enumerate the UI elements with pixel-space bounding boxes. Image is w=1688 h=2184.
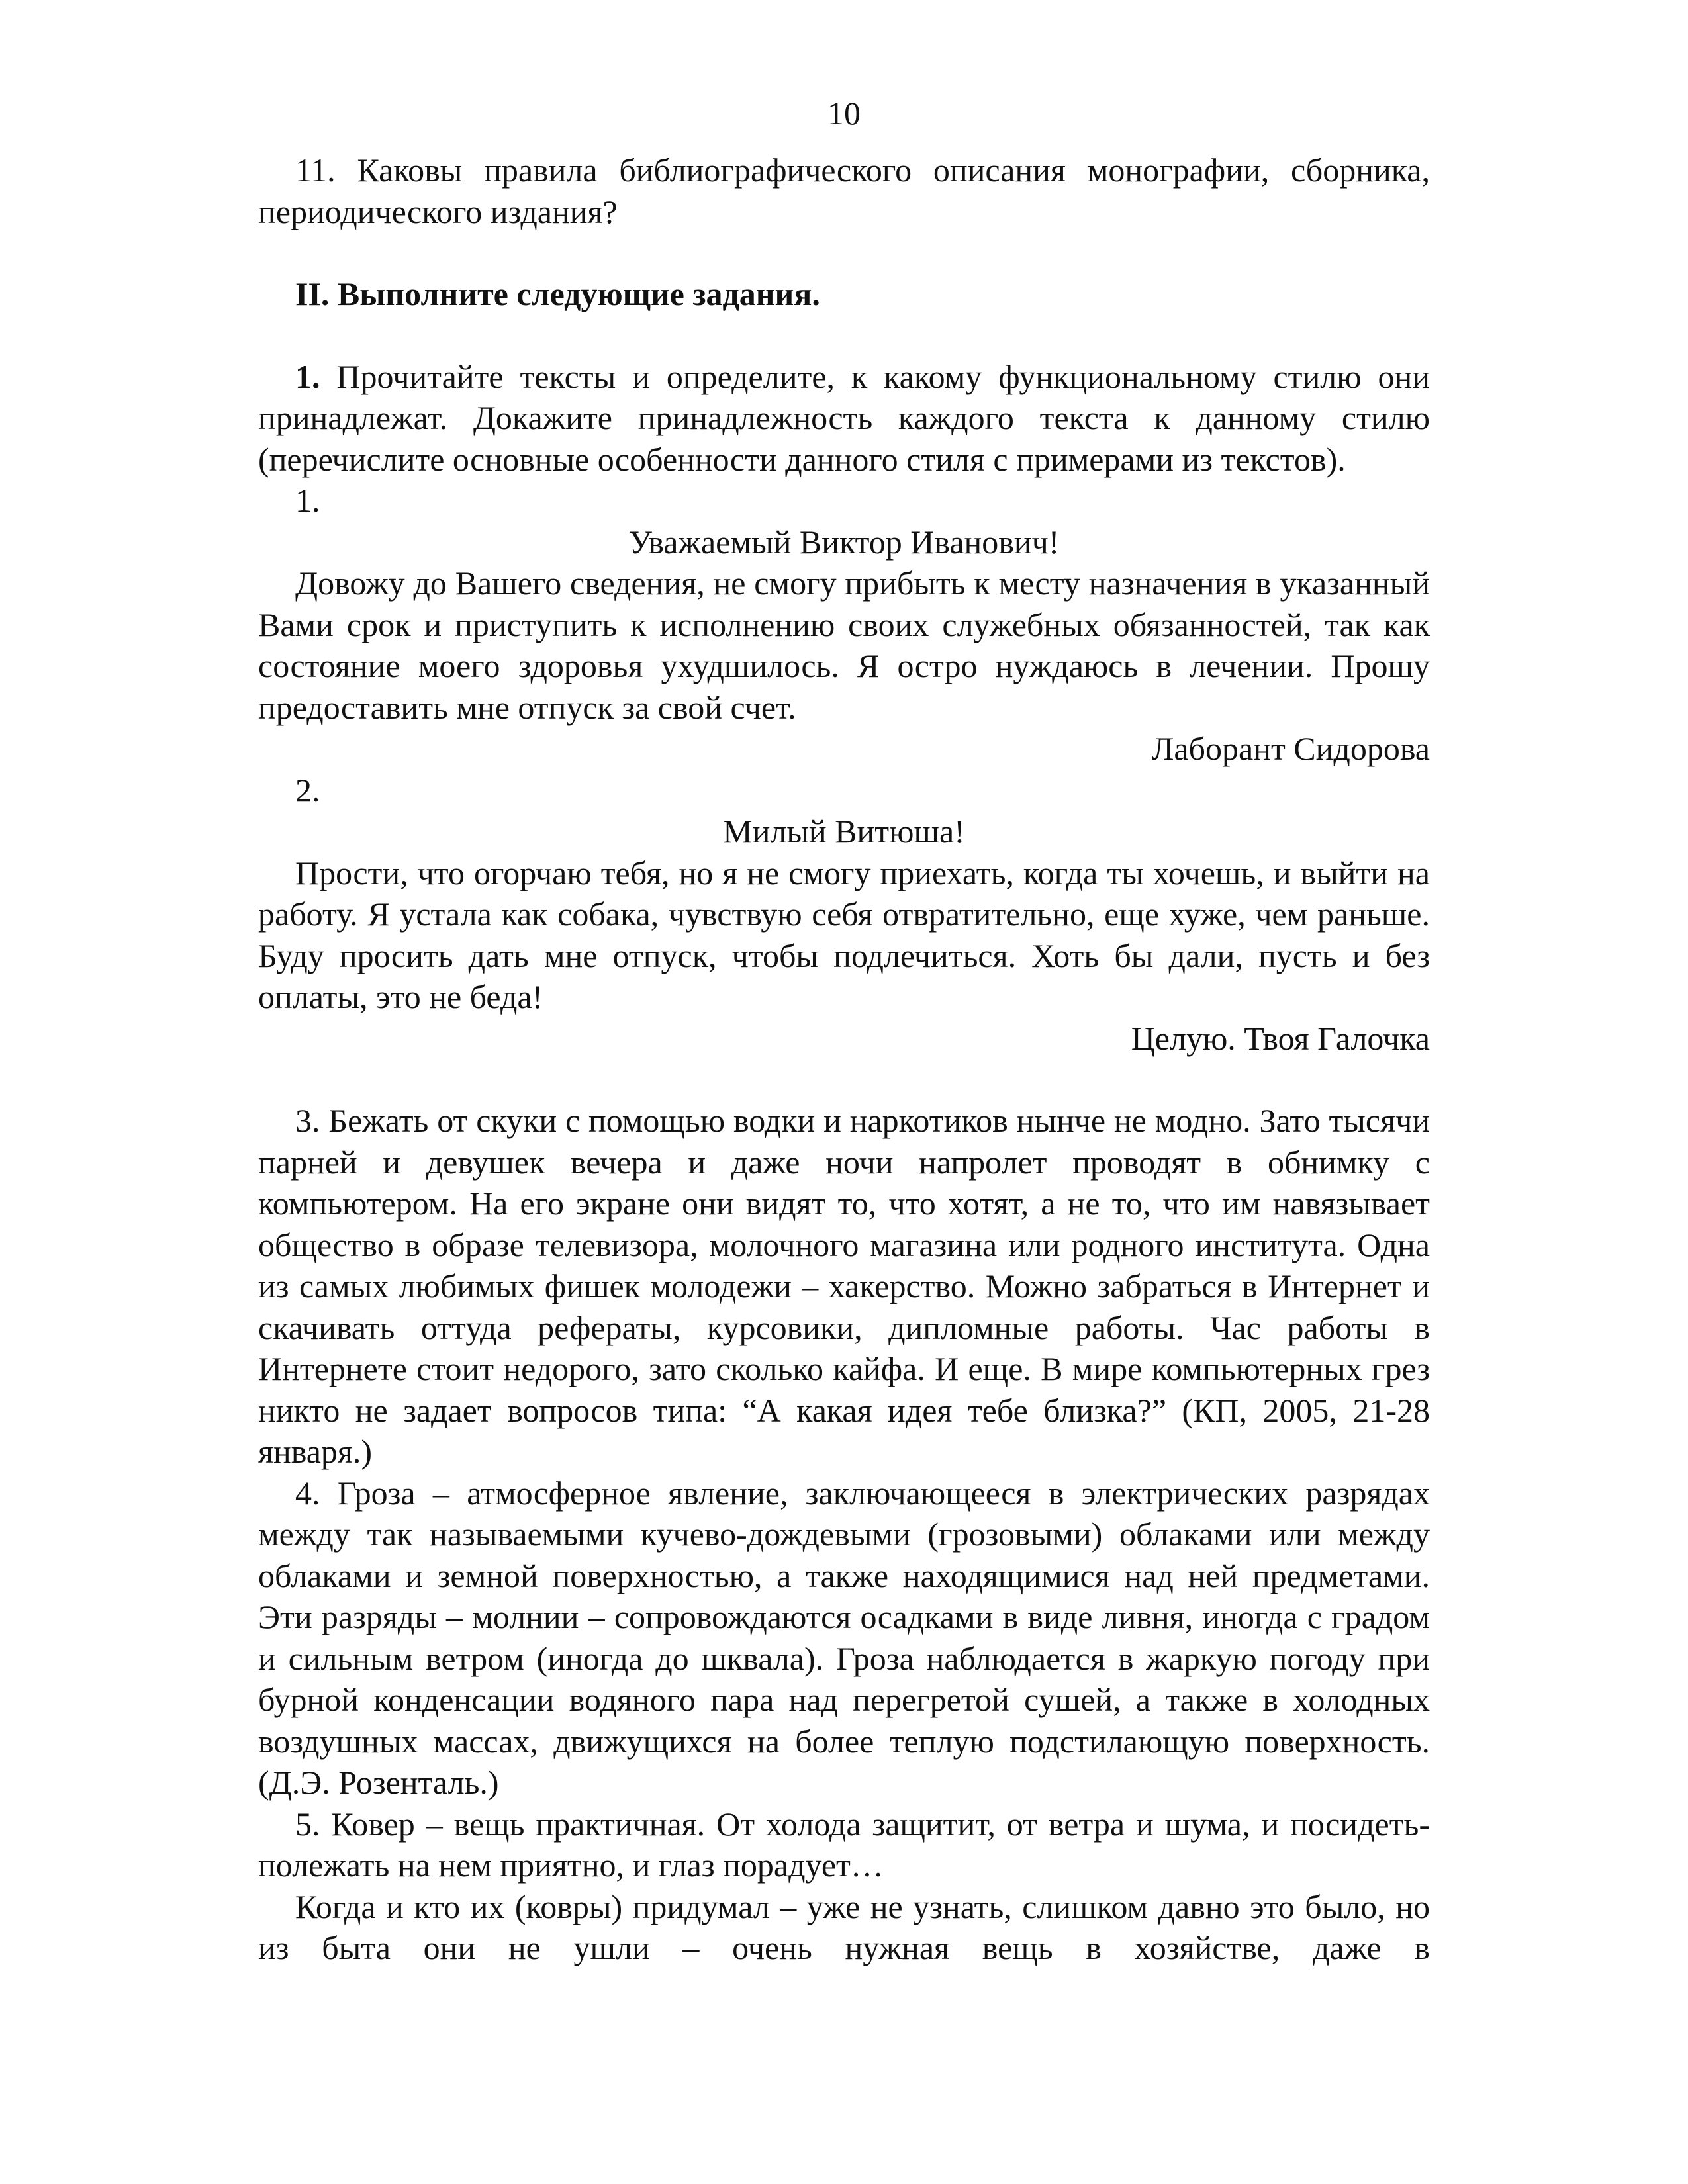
task-1-text: Прочитайте тексты и определите, к какому функциональному стилю они принадлежат. Докажите принадлежность каждого текста к данному стилю (перечислите основные особенности данного стиля с примерами из текстов). [258,357,1430,478]
task-1 [258,356,1430,480]
text-1-signature: Лаборант Сидорова [1151,730,1430,767]
text-3: 3. Бежать от скуки с помощью водки и наркотиков нынче не модно. Зато тысячи парней и девушек вечера и даже ночи напролет проводят в обнимку с компьютером. На его экране они видят то, что хотят, а не то, что им навязывает общество в образе телевизора, молочного магазина или родного института. Одна из самых любимых фишек молодежи – хакерство. Можно забраться в Интернет и скачивать оттуда рефераты, курсовики, дипломные работы. Час работы в Интернете стоит недорого, зато сколько кайфа. И еще. В мире компьютерных грез никто не задает вопросов типа: “А какая идея тебе близка?” (КП, 2005, 21-28 января.) [258,1102,1430,1470]
text-2-number: 2. [295,771,320,809]
text-4: 4. Гроза – атмосферное явление, заключающееся в электрических разрядах между так называемыми кучево-дождевыми (грозовыми) облаками или между облаками и земной поверхностью, а также находящимися над ней предметами. Эти разряды – молнии – сопровождаются осадками в виде ливня, иногда с градом и сильным ветром (иногда до шквала). Гроза наблюдается в жаркую погоду при бурной конденсации водяного пара над перегретой сушей, а также в холодных воздушных массах, движущихся на более теплую подстилающую поверхность. (Д.Э. Розенталь.) [258,1474,1430,1801]
text-1-greeting: Уважаемый Виктор Иванович! [628,523,1060,561]
text-5-paragraph-2: Когда и кто их (ковры) придумал – уже не узнать, слишком давно это было, но из быта они не ушли – очень нужная вещь в хозяйстве, даже в [258,1888,1430,1966]
spacer [258,1059,1430,1100]
page-number: 10 [827,95,861,132]
section-heading: II. Выполните следующие задания. [295,275,820,312]
text-2-body: Прости, что огорчаю тебя, но я не смогу приехать, когда ты хочешь, и выйти на работу. Я устала как собака, чувствую себя отвратительно, еще хуже, чем раньше. Буду просить дать мне отпуск, чтобы подлечиться. Хоть бы дали, пусть и без оплаты, это не беда! [258,854,1430,1015]
text-1-number: 1. [295,482,320,519]
task-1-number: 1. [295,357,320,395]
text-5-paragraph-1: 5. Ковер – вещь практичная. От холода защитит, от ветра и шума, и посидеть-полежать на нем приятно, и глаз порадует… [258,1805,1430,1884]
text-1-body: Довожу до Вашего сведения, не смогу прибыть к месту назначения в указанный Вами срок и приступить к исполнению своих служебных обязанностей, так как состояние моего здоровья ухудшилось. Я остро нуждаюсь в лечении. Прошу предоставить мне отпуск за свой счет. [258,565,1430,726]
text-2-greeting: Милый Витюша! [723,813,965,850]
question-11: 11. Каковы правила библиографического описания монографии, сборника, периодического издания? [258,152,1430,230]
document-page [258,93,1430,1969]
text-2-signature: Целую. Твоя Галочка [1131,1019,1430,1057]
